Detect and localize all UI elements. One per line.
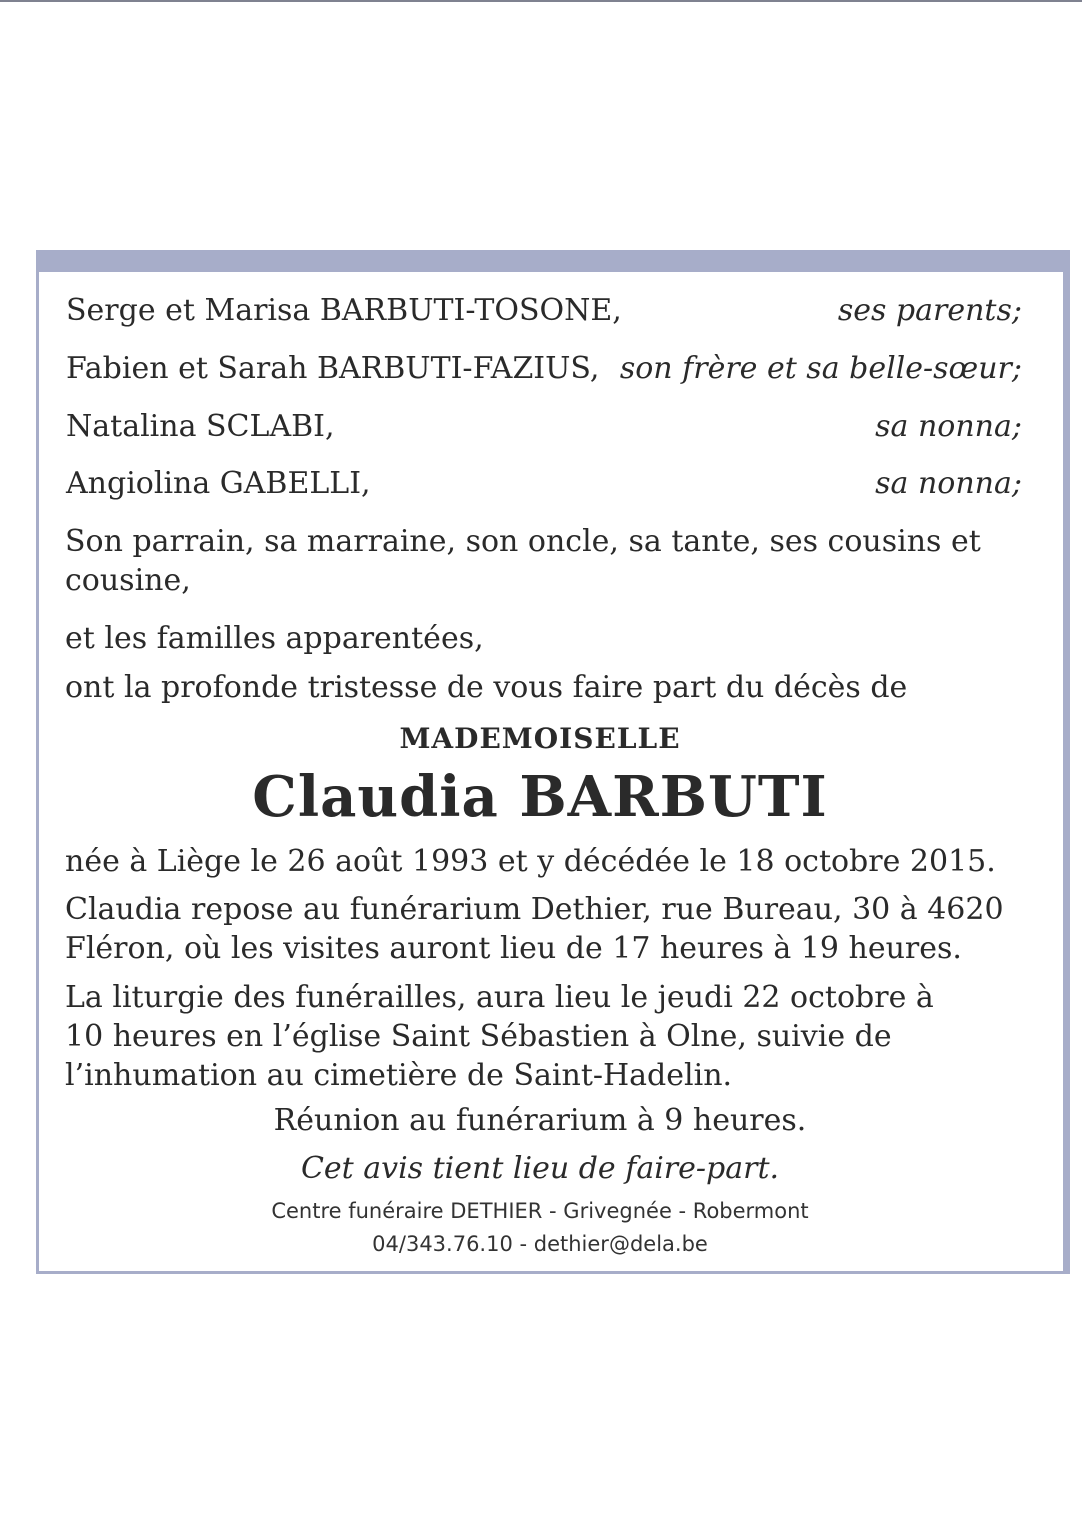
family-names: Serge et Marisa BARBUTI-TOSONE, xyxy=(66,293,622,328)
repose-paragraph: Claudia repose au funérarium Dethier, rue Bureau, 30 à 4620 Fléron, où les visites auront lieu de 17 heures à 19 heures. xyxy=(65,892,1004,966)
contact-line: 04/343.76.10 - dethier@dela.be xyxy=(372,1232,708,1256)
families-line: et les familles apparentées, xyxy=(65,621,484,656)
family-relation: ses parents; xyxy=(837,293,1022,328)
family-row-nonna-1 xyxy=(66,408,1022,446)
meeting-line: Réunion au funérarium à 9 heures. xyxy=(273,1103,807,1138)
announcement-line: ont la profonde tristesse de vous faire part du décès de xyxy=(65,670,908,705)
family-relation: son frère et sa belle-sœur; xyxy=(619,351,1022,386)
liturgy-paragraph: La liturgie des funérailles, aura lieu le jeudi 22 octobre à 10 heures en l’église Saint Sébastien à Olne, suivie de l’inhumation au cimetière de Saint-Hadelin. xyxy=(65,980,934,1093)
family-names: Fabien et Sarah BARBUTI-FAZIUS, xyxy=(66,351,600,386)
family-relation: sa nonna; xyxy=(875,409,1022,444)
family-row-nonna-2 xyxy=(66,465,1022,503)
family-row-brother xyxy=(66,350,1022,388)
deceased-name: Claudia BARBUTI xyxy=(252,764,828,830)
family-relation: sa nonna; xyxy=(875,466,1022,501)
other-relatives: Son parrain, sa marraine, son oncle, sa tante, ses cousins et cousine, xyxy=(65,524,981,598)
funeral-home-line: Centre funéraire DETHIER - Grivegnée - Robermont xyxy=(271,1199,809,1223)
birth-death-line: née à Liège le 26 août 1993 et y décédée le 18 octobre 2015. xyxy=(65,844,996,879)
notice-line: Cet avis tient lieu de faire-part. xyxy=(300,1151,780,1186)
deceased-title: MADEMOISELLE xyxy=(399,722,681,755)
scan-edge-line xyxy=(0,0,1082,2)
family-names: Natalina SCLABI, xyxy=(66,409,335,444)
family-names: Angiolina GABELLI, xyxy=(66,466,371,501)
family-row-parents xyxy=(66,292,1022,330)
